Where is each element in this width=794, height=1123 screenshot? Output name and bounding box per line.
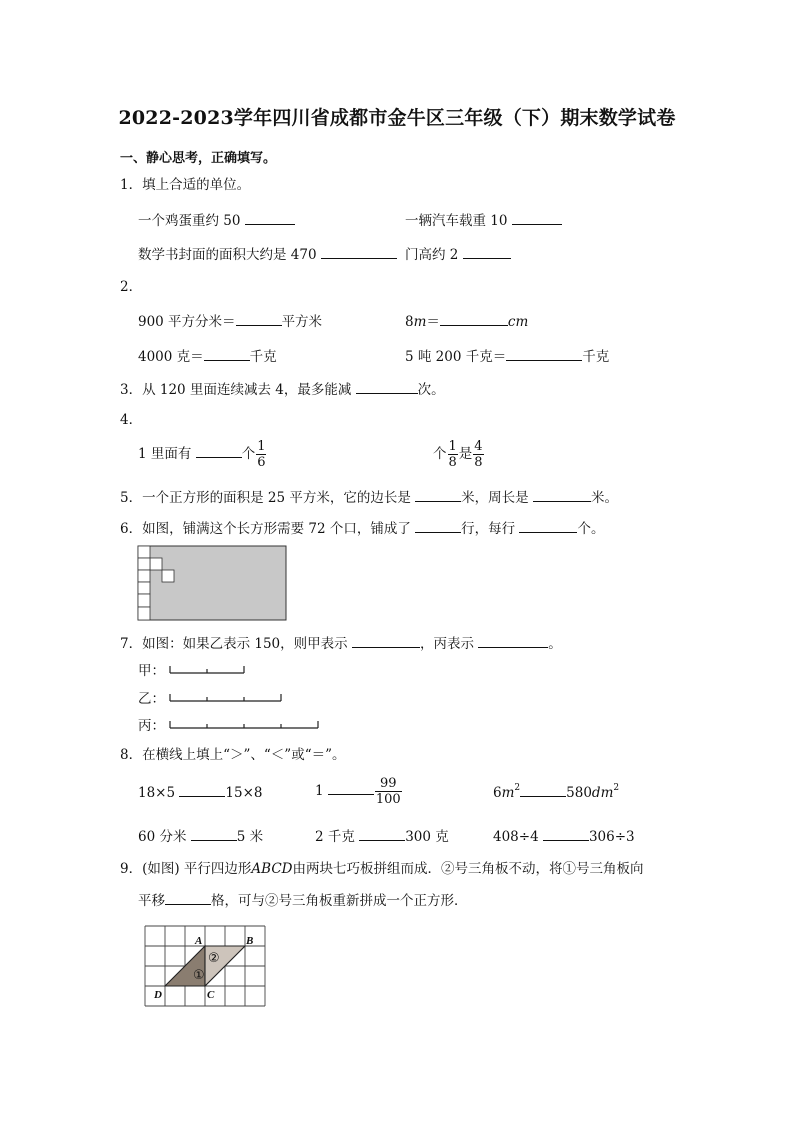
q8-f-right: 306÷3 [588, 829, 635, 845]
label-2: ② [208, 951, 220, 966]
q1-c-text: 数学书封面的面积大约是 470 [138, 247, 317, 263]
q2-d-text: 5 吨 200 千克＝ [405, 349, 507, 365]
q9-text-2a: 平移 [138, 893, 165, 909]
q6-text-3: 个。 [577, 521, 605, 537]
q8-item-a [138, 782, 262, 802]
q2-c-unit: 千克 [249, 349, 277, 365]
q1-item-c [138, 244, 397, 264]
q4-item-b [433, 439, 485, 470]
q1-a-text: 一个鸡蛋重约 50 [138, 213, 241, 229]
q9-abcd: ABCD [251, 861, 293, 877]
q6-blank-per-row[interactable] [519, 518, 577, 533]
vertex-c: C [207, 989, 215, 1001]
q8-d-right: 5 米 [236, 829, 264, 845]
q3-line [120, 379, 445, 399]
q8-f-left: 408÷4 [493, 829, 539, 845]
q2-b-blank[interactable] [440, 311, 508, 326]
q8-b-left: 1 [315, 783, 324, 799]
section-heading: 一、静心思考，正确填写。 [120, 151, 277, 166]
q8-d-blank[interactable] [191, 826, 237, 841]
q1-item-d [405, 244, 511, 264]
q8-c-blank[interactable] [520, 782, 566, 797]
q2-b-unit-m: m [413, 314, 427, 330]
q1-b-text: 一辆汽车载重 10 [405, 213, 508, 229]
q2-item-b [405, 311, 528, 331]
q8-c-left: 6 [493, 785, 502, 801]
q4-a-text: 1 里面有 [138, 446, 192, 462]
q2-item-a [138, 311, 322, 331]
q8-c-right: 580 [566, 785, 592, 801]
page-title: 2022-2023学年四川省成都市金牛区三年级（下）期末数学试卷 [118, 107, 676, 129]
q2-b-unit-cm: cm [507, 314, 529, 330]
q8-label: 8．在横线上填上“＞”、“＜”或“＝”。 [120, 747, 346, 763]
q3-text-end: 次。 [417, 382, 445, 398]
q2-item-d [405, 346, 609, 366]
q5-text-3: 米。 [590, 490, 618, 506]
q2-a-text: 900 平方分米＝ [138, 314, 236, 330]
q4-b-ge: 个 [433, 446, 447, 462]
q1-d-blank[interactable] [463, 244, 511, 259]
q4-label: 4． [120, 412, 143, 428]
q8-item-f [493, 826, 635, 846]
q4-a-ge: 个 [241, 446, 256, 462]
q8-d-left: 60 分米 [138, 829, 187, 845]
q1-item-a [138, 210, 295, 230]
q3-blank[interactable] [356, 379, 418, 394]
q6-rectangle-figure [138, 546, 288, 622]
q7-blank-bing[interactable] [478, 633, 548, 648]
q7-jia-label: 甲： [138, 663, 165, 679]
q2-label: 2． [120, 279, 143, 295]
q8-e-right: 300 克 [405, 829, 449, 845]
q7-text-2: ，丙表示 [419, 636, 474, 652]
q4-a-fraction: $\frac{1}{6}$ [257, 439, 266, 470]
q4-b-fraction-2: $\frac{4}{8}$ [474, 439, 483, 470]
q2-c-text: 4000 克＝ [138, 349, 204, 365]
q8-item-e [315, 826, 449, 846]
q7-segment-diagram [168, 662, 338, 732]
vertex-b: B [246, 935, 254, 947]
q1-label: 1．填上合适的单位。 [120, 177, 251, 193]
q2-d-unit: 千克 [582, 349, 610, 365]
vertex-d: D [154, 989, 162, 1001]
vertex-a: A [195, 935, 203, 947]
q7-line [120, 633, 562, 653]
q9-text-2b: 格，可与②号三角板重新拼成一个正方形． [211, 893, 468, 909]
q7-blank-jia[interactable] [352, 633, 420, 648]
q9-line-1 [120, 860, 644, 878]
q7-text-3: 。 [548, 636, 562, 652]
q2-b-eq: ＝ [426, 314, 440, 330]
q8-item-d [138, 826, 263, 846]
q8-b-fraction: $\frac{99}{100}$ [375, 776, 401, 807]
q6-blank-rows[interactable] [415, 518, 461, 533]
q2-a-unit: 平方米 [281, 314, 323, 330]
q6-line [120, 518, 604, 538]
q9-text-1b: 由两块七巧板拼组而成．②号三角板不动，将①号三角板向 [292, 861, 644, 877]
q8-item-c: $6m^2$ $580dm^2$ [493, 783, 620, 801]
q2-d-blank[interactable] [506, 346, 582, 361]
q9-text-1a: 9．(如图) 平行四边形 [120, 861, 252, 877]
q5-blank-perimeter[interactable] [533, 487, 591, 502]
q1-item-b [405, 210, 562, 230]
q1-a-blank[interactable] [245, 210, 295, 225]
q1-c-blank[interactable] [321, 244, 397, 259]
q8-b-blank[interactable] [328, 780, 374, 795]
q8-a-blank[interactable] [179, 782, 225, 797]
q5-line [120, 487, 618, 507]
q1-d-text: 门高约 2 [405, 247, 459, 263]
q5-text-2: 米，周长是 [461, 490, 529, 506]
q2-c-blank[interactable] [204, 346, 250, 361]
q8-item-b [315, 776, 403, 807]
q8-e-left: 2 千克 [315, 829, 355, 845]
q5-text-1: 5．一个正方形的面积是 25 平方米，它的边长是 [120, 490, 411, 506]
q4-b-shi: 是 [458, 446, 473, 462]
label-1: ① [193, 968, 205, 983]
q9-grid-figure [145, 926, 269, 1008]
q5-blank-side[interactable] [415, 487, 461, 502]
q9-line-2 [138, 890, 468, 910]
q8-e-blank[interactable] [359, 826, 405, 841]
q1-b-blank[interactable] [512, 210, 562, 225]
q7-text-1: 7．如图：如果乙表示 150，则甲表示 [120, 636, 348, 652]
q4-b-fraction-1: $\frac{1}{8}$ [448, 439, 457, 470]
q8-f-blank[interactable] [543, 826, 589, 841]
q8-a-right: 15×8 [225, 785, 263, 801]
q4-item-a [138, 439, 267, 470]
q9-blank[interactable] [165, 890, 211, 905]
q2-item-c [138, 346, 277, 366]
q4-a-blank[interactable] [196, 443, 242, 458]
q8-a-left: 18×5 [138, 785, 176, 801]
q2-a-blank[interactable] [236, 311, 282, 326]
q2-b-num: 8 [405, 314, 414, 330]
q7-yi-label: 乙： [138, 691, 165, 707]
q6-text-1: 6．如图，铺满这个长方形需要 72 个口，铺成了 [120, 521, 411, 537]
q7-bing-label: 丙： [138, 718, 165, 734]
q6-text-2: 行，每行 [461, 521, 516, 537]
q3-text: 3．从 120 里面连续减去 4，最多能减 [120, 382, 352, 398]
